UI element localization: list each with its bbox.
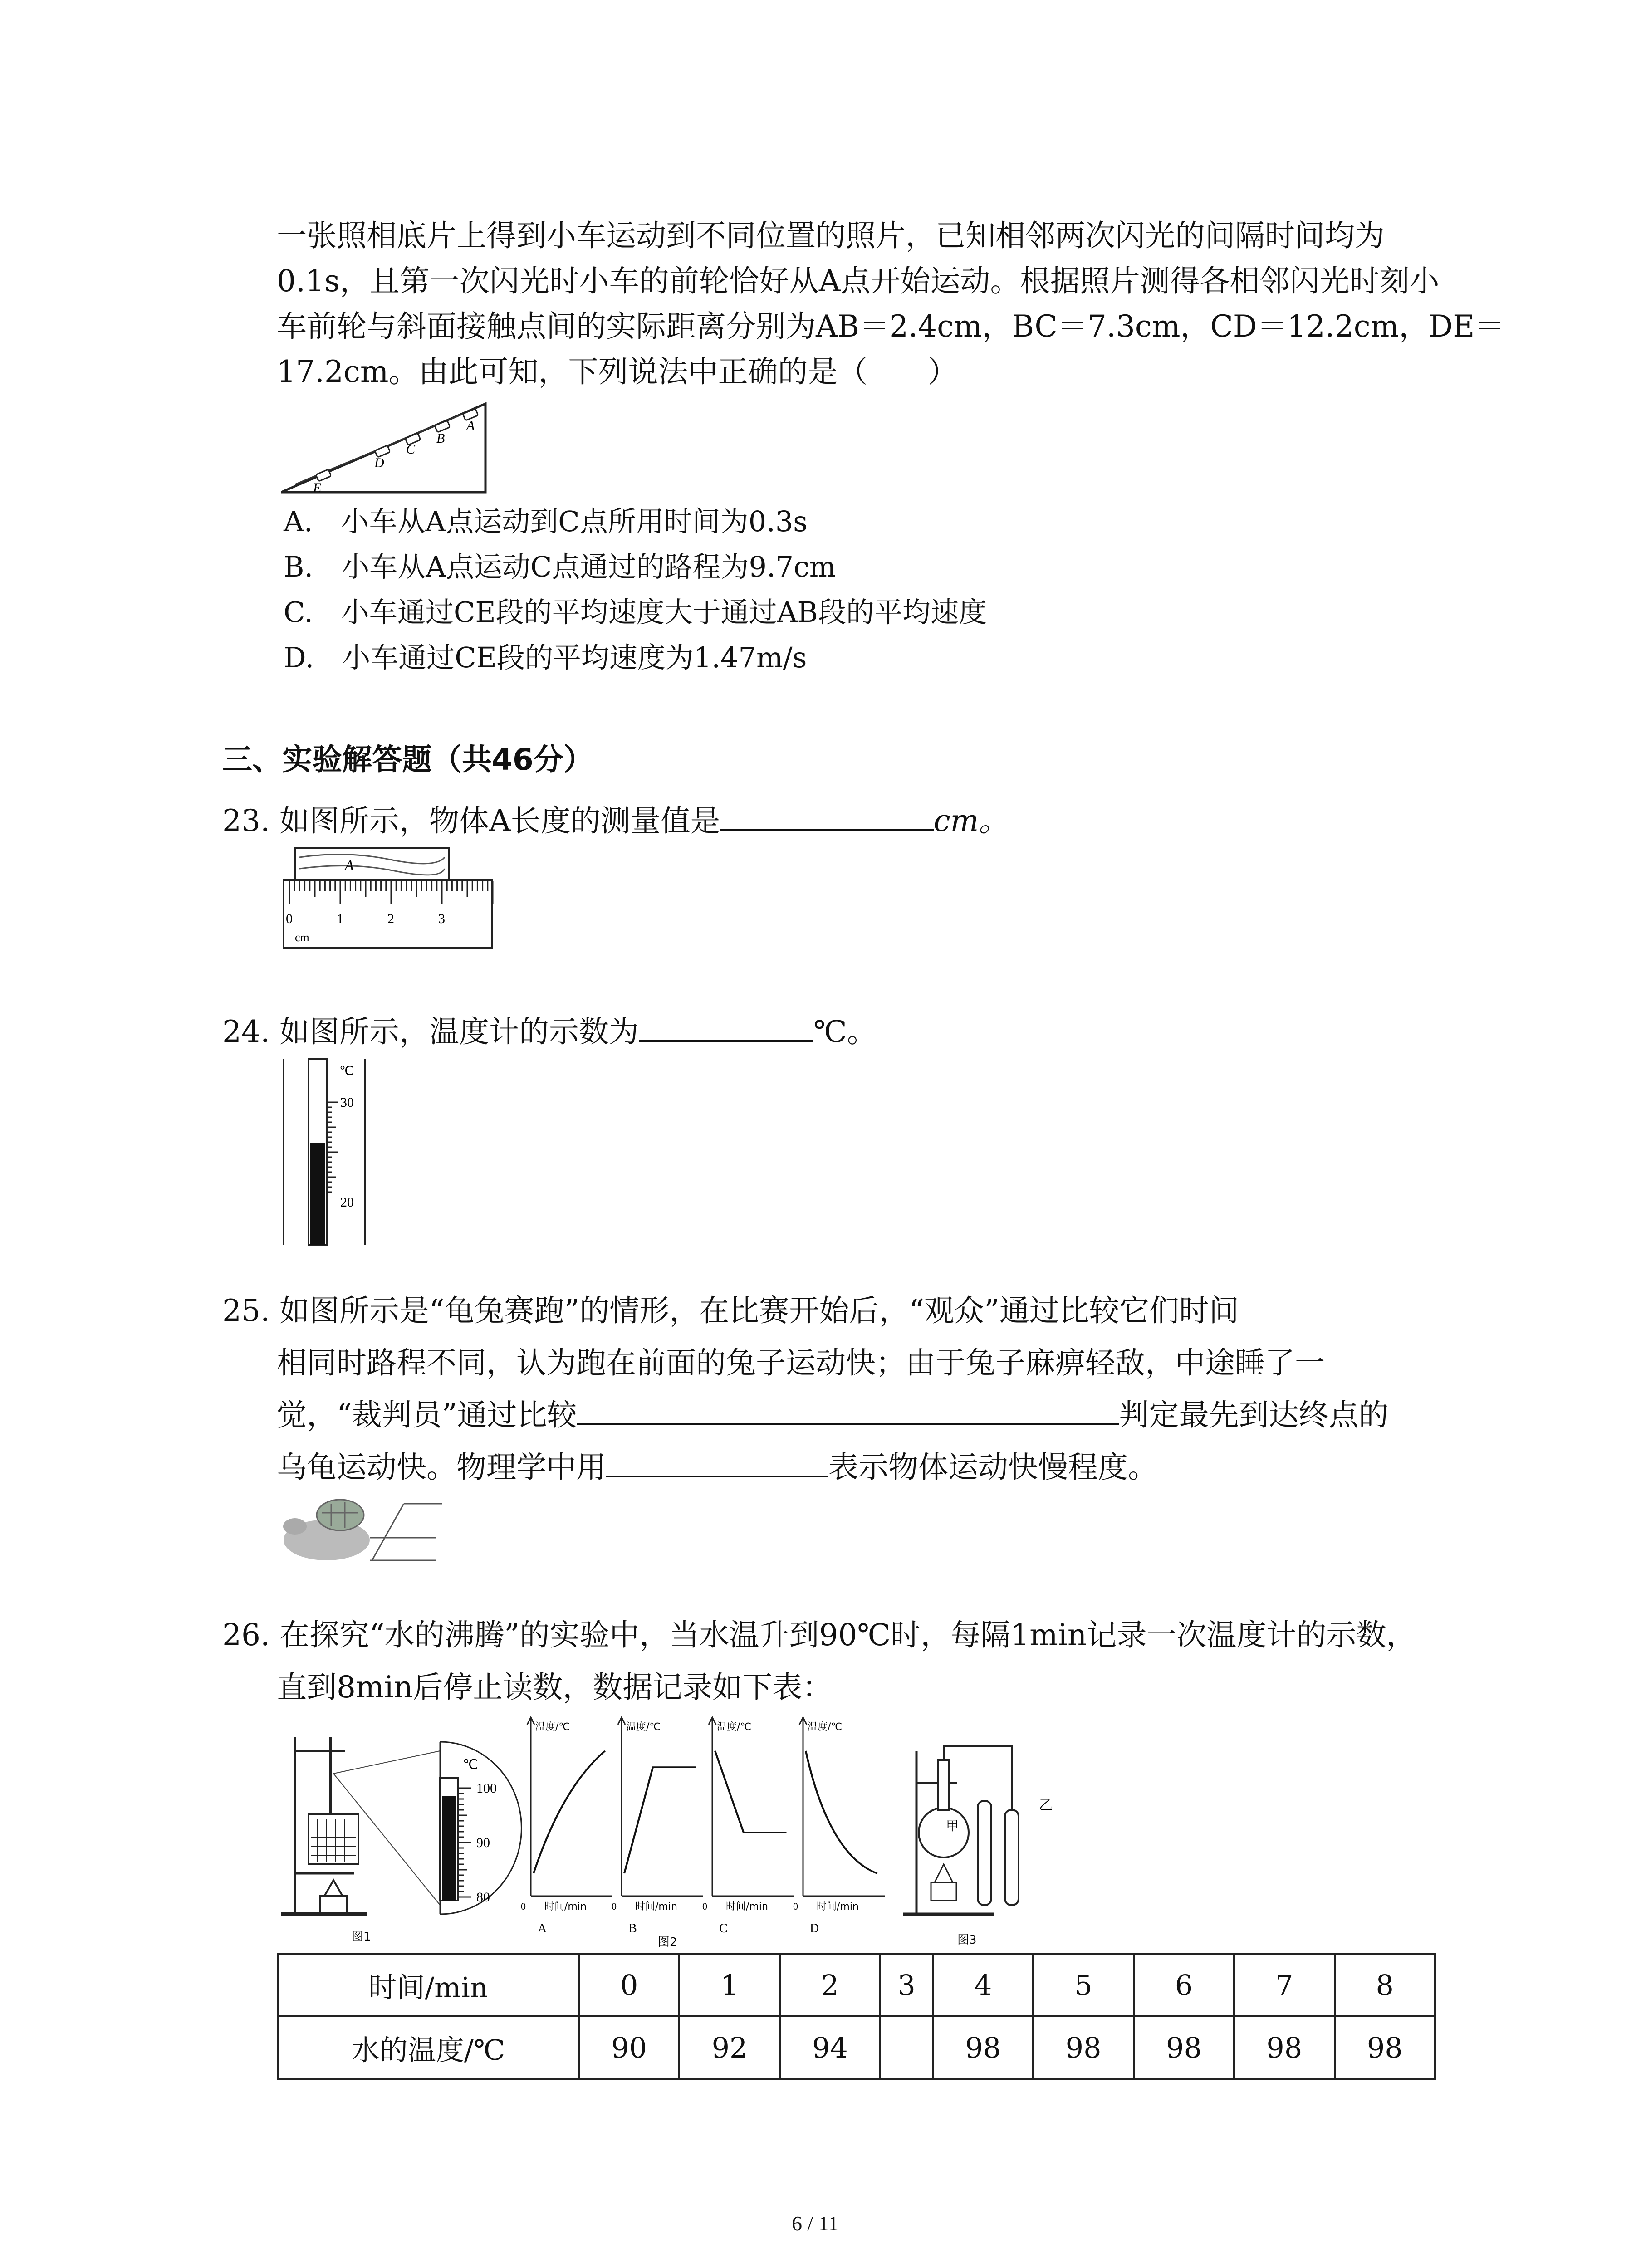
incline-figure [277,399,495,503]
ruler-figure [277,844,504,953]
incline-label-e: E [313,480,322,495]
fig2-panel-d [793,1717,885,1936]
table-cell: 98 [1134,2016,1234,2079]
fig2-panel-label: B [628,1921,637,1936]
fig2-curve [715,1751,787,1833]
q25-line-3-start: 觉，“裁判员”通过比较 [277,1398,577,1432]
ruler-object-label: A [345,857,354,873]
fig2-xlabel: 时间/min [544,1901,587,1912]
section-title: 三、实验解答题（共46分） [222,742,593,777]
ruler-tick-1: 1 [337,911,343,926]
table-row-time [278,1954,1435,2016]
table-cell: 94 [780,2016,880,2079]
ruler-tick-2: 2 [387,911,394,926]
q25-line-4-start: 乌龟运动快。物理学中用 [277,1450,606,1485]
q25-answer-blank-2[interactable] [606,1447,828,1477]
q22-option-c: C. 小车通过CE段的平均速度大于通过AB段的平均速度 [284,596,987,629]
table-cell: 98 [1335,2016,1435,2079]
fig2-panel-label: D [810,1921,819,1936]
fig2-ylabel: 温度/℃ [808,1721,843,1733]
figure-1 [277,1724,513,1950]
fig2-panel-a [521,1717,612,1936]
table-cell-blank[interactable] [880,2016,933,2079]
table-header-temperature: 水的温度/℃ [278,2016,579,2079]
fig2-xlabel: 时间/min [817,1901,859,1912]
q22-line-1: 一张照相底片上得到小车运动到不同位置的照片，已知相邻两次闪光的间隔时间均为 [277,218,1385,253]
fig2-xlabel: 时间/min [635,1901,677,1912]
q23-unit: cm。 [933,803,1009,838]
q26-line-1: 26. 在探究“水的沸腾”的实验中，当水温升到90℃时，每隔1min记录一次温度计的示数， [222,1618,1416,1652]
table-header-time: 时间/min [278,1954,579,2016]
q25-line-1: 25. 如图所示是“龟兔赛跑”的情形，在比赛开始后，“观众”通过比较它们时间 [222,1293,1239,1328]
fig2-ylabel: 温度/℃ [717,1721,752,1733]
fig1-scale-90: 90 [476,1835,490,1850]
figure-2 [522,1706,894,1950]
table-cell: 92 [679,2016,779,2079]
fig2-curve [806,1751,877,1873]
fig2-curve [534,1751,605,1873]
table-cell: 1 [679,1954,779,2016]
q25-line-4 [277,1445,1158,1490]
fig3-label-jia: 甲 [946,1818,959,1833]
fig2-curve [624,1767,696,1873]
fig3-label-yi: 乙 [1039,1798,1053,1813]
ruler-unit: cm [295,931,309,944]
figure-3 [903,1733,1084,1950]
page-number: 6 / 11 [792,2212,839,2235]
fig2-panel-label: C [719,1921,728,1936]
fig2-origin: 0 [702,1901,707,1912]
table-cell: 6 [1134,1954,1234,2016]
q22-option-a: A. 小车从A点运动到C点所用时间为0.3s [284,505,808,538]
q24-answer-blank[interactable] [639,1012,813,1042]
fig2-origin: 0 [793,1901,798,1912]
table-cell: 0 [579,1954,679,2016]
table-cell: 7 [1234,1954,1334,2016]
table-cell: 8 [1335,1954,1435,2016]
q24-text [222,1009,877,1055]
table-cell: 2 [780,1954,880,2016]
q25-line-3-end: 判定最先到达终点的 [1119,1398,1389,1432]
q23-stem: 23. 如图所示，物体A长度的测量值是 [222,803,720,838]
tortoise-hare-figure [277,1488,445,1565]
q25-line-2: 相同时路程不同，认为跑在前面的兔子运动快；由于兔子麻痹轻敌，中途睡了一 [277,1345,1325,1380]
q23-text [222,798,1009,844]
incline-label-d: D [374,455,384,470]
q25-answer-blank-1[interactable] [577,1395,1119,1425]
fig2-xlabel: 时间/min [726,1901,768,1912]
q25-line-4-end: 表示物体运动快慢程度。 [828,1450,1158,1485]
fig1-scale-100: 100 [476,1781,497,1796]
fig1-caption: 图1 [352,1930,371,1944]
table-cell: 4 [933,1954,1033,2016]
table-cell: 98 [1033,2016,1133,2079]
fig2-origin: 0 [612,1901,617,1912]
fig2-caption: 图2 [658,1936,677,1949]
incline-label-b: B [436,431,445,446]
q25-line-3 [277,1393,1388,1438]
q23-answer-blank[interactable] [720,801,934,831]
fig1-unit: ℃ [463,1757,478,1773]
table-row-temperature [278,2016,1435,2079]
thermometer-unit: ℃ [339,1063,354,1078]
fig2-panel-label: A [538,1921,547,1936]
fig2-panel-b [612,1717,703,1936]
q24-stem: 24. 如图所示，温度计的示数为 [222,1014,639,1049]
q22-line-4: 17.2cm。由此可知，下列说法中正确的是（ ） [277,354,958,389]
thermometer-figure [277,1057,377,1247]
thermometer-label-20: 20 [340,1195,354,1210]
fig2-ylabel: 温度/℃ [535,1721,570,1733]
ruler-tick-0: 0 [286,911,293,926]
q24-unit: ℃。 [813,1014,877,1049]
q22-line-2: 0.1s，且第一次闪光时小车的前轮恰好从A点开始运动。根据照片测得各相邻闪光时刻小 [277,264,1440,298]
table-cell: 3 [880,1954,933,2016]
q22-line-3: 车前轮与斜面接触点间的实际距离分别为AB＝2.4cm，BC＝7.3cm，CD＝12.2cm，DE＝ [277,309,1505,344]
fig3-caption: 图3 [957,1933,977,1947]
fig2-ylabel: 温度/℃ [626,1721,661,1733]
fig2-origin: 0 [521,1901,526,1912]
incline-label-c: C [406,442,416,457]
fig1-scale-80: 80 [476,1890,490,1905]
ruler-tick-3: 3 [438,911,445,926]
table-cell: 98 [1234,2016,1334,2079]
table-cell: 98 [933,2016,1033,2079]
thermometer-label-30: 30 [340,1095,354,1110]
q22-option-d: D. 小车通过CE段的平均速度为1.47m/s [284,641,807,674]
data-table [277,1953,1436,2080]
q26-line-2: 直到8min后停止读数，数据记录如下表： [277,1670,833,1705]
q22-option-b: B. 小车从A点运动C点通过的路程为9.7cm [284,550,836,583]
table-cell: 90 [579,2016,679,2079]
fig2-panel-c [702,1717,794,1936]
table-cell: 5 [1033,1954,1133,2016]
incline-label-a: A [466,418,475,433]
